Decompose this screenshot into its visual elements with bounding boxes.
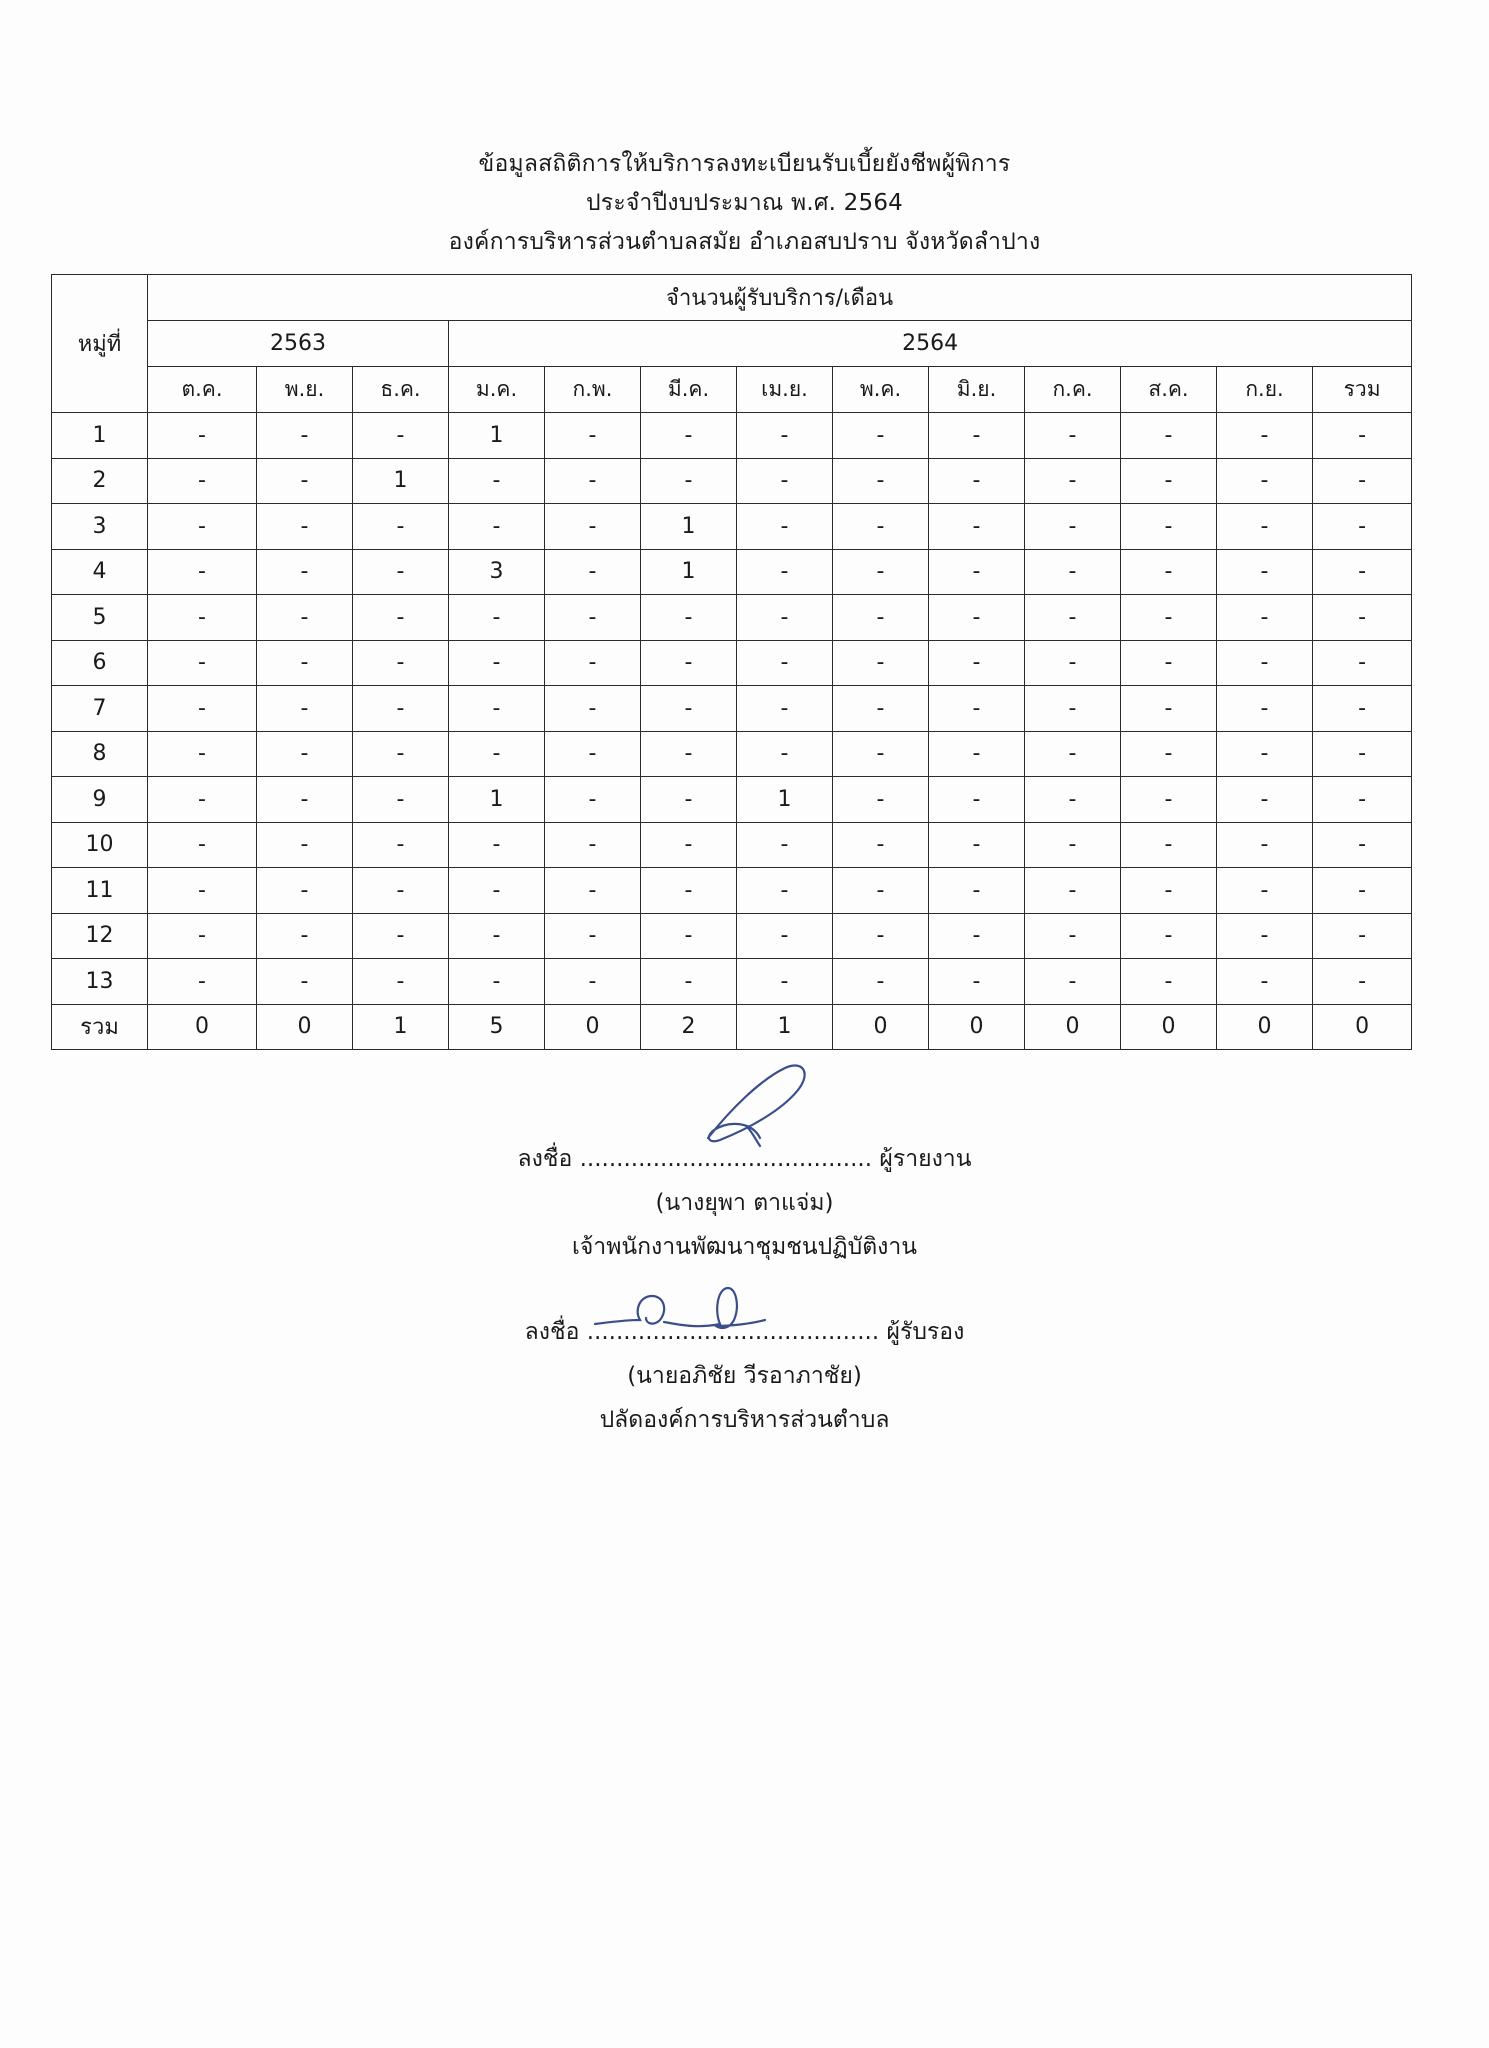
table-cell: - <box>641 959 737 1005</box>
table-cell: - <box>1313 458 1412 504</box>
table-cell: - <box>833 549 929 595</box>
reporter-sign-prefix: ลงชื่อ <box>517 1146 573 1172</box>
table-cell: - <box>449 731 545 777</box>
total-cell: 0 <box>1313 1004 1412 1050</box>
village-number: 9 <box>52 777 148 823</box>
table-cell: - <box>833 731 929 777</box>
table-cell: 1 <box>641 549 737 595</box>
month-header-5: มี.ค. <box>641 367 737 413</box>
table-row <box>52 595 1412 641</box>
total-cell: 0 <box>545 1004 641 1050</box>
table-cell: - <box>353 777 449 823</box>
table-cell: - <box>257 822 353 868</box>
table-cell: - <box>929 413 1025 459</box>
table-cell: - <box>449 822 545 868</box>
table-cell: - <box>1313 731 1412 777</box>
table-cell: - <box>1217 549 1313 595</box>
table-cell: - <box>1217 504 1313 550</box>
table-cell: - <box>833 868 929 914</box>
table-cell: - <box>1217 959 1313 1005</box>
table-cell: - <box>257 959 353 1005</box>
table-cell: - <box>833 822 929 868</box>
document-header <box>0 145 1489 262</box>
reporter-signature <box>690 1050 830 1165</box>
table-cell: - <box>353 413 449 459</box>
statistics-table <box>51 274 1412 1050</box>
table-cell: - <box>148 913 257 959</box>
table-cell: - <box>449 913 545 959</box>
table-cell: - <box>1313 959 1412 1005</box>
table-cell: - <box>353 731 449 777</box>
table-cell: - <box>449 504 545 550</box>
table-row <box>52 640 1412 686</box>
table-cell: - <box>449 595 545 641</box>
table-cell: - <box>737 640 833 686</box>
table-cell: - <box>641 868 737 914</box>
table-cell: - <box>148 549 257 595</box>
table-cell: 1 <box>353 458 449 504</box>
table-cell: - <box>1313 640 1412 686</box>
village-number: 5 <box>52 595 148 641</box>
year-header-2564: 2564 <box>449 321 1412 367</box>
table-cell: - <box>545 458 641 504</box>
table-cell: - <box>1025 458 1121 504</box>
year-header-2563: 2563 <box>148 321 449 367</box>
table-cell: - <box>1121 595 1217 641</box>
table-cell: - <box>833 913 929 959</box>
table-cell: - <box>545 868 641 914</box>
month-header-3: ม.ค. <box>449 367 545 413</box>
month-header-7: พ.ค. <box>833 367 929 413</box>
table-cell: - <box>929 868 1025 914</box>
table-cell: - <box>833 959 929 1005</box>
table-cell: - <box>353 959 449 1005</box>
total-cell: 5 <box>449 1004 545 1050</box>
table-cell: - <box>148 731 257 777</box>
table-cell: - <box>641 777 737 823</box>
table-cell: - <box>929 549 1025 595</box>
table-cell: - <box>641 913 737 959</box>
table-cell: - <box>737 868 833 914</box>
table-cell: - <box>353 549 449 595</box>
table-row <box>52 822 1412 868</box>
total-cell: 0 <box>1025 1004 1121 1050</box>
total-cell: 0 <box>1217 1004 1313 1050</box>
table-cell: - <box>1217 458 1313 504</box>
table-cell: - <box>353 913 449 959</box>
reporter-role-label: ผู้รายงาน <box>879 1146 972 1172</box>
table-cell: - <box>929 595 1025 641</box>
table-cell: - <box>1217 686 1313 732</box>
table-cell: - <box>148 458 257 504</box>
table-cell: - <box>148 777 257 823</box>
table-cell: - <box>641 595 737 641</box>
village-number: 4 <box>52 549 148 595</box>
table-cell: - <box>148 868 257 914</box>
table-cell: - <box>257 913 353 959</box>
table-cell: 1 <box>737 777 833 823</box>
table-cell: - <box>257 640 353 686</box>
table-cell: - <box>257 458 353 504</box>
table-cell: - <box>1121 640 1217 686</box>
reporter-sign-dots: ........................................ <box>579 1146 873 1172</box>
village-number: 6 <box>52 640 148 686</box>
table-cell: - <box>353 822 449 868</box>
total-cell: 1 <box>737 1004 833 1050</box>
table-cell: - <box>257 731 353 777</box>
table-row <box>52 504 1412 550</box>
table-cell: - <box>545 959 641 1005</box>
month-header-11: ก.ย. <box>1217 367 1313 413</box>
table-cell: - <box>449 686 545 732</box>
village-number: 11 <box>52 868 148 914</box>
table-cell: - <box>1025 549 1121 595</box>
certifier-role-label: ผู้รับรอง <box>886 1319 965 1345</box>
table-cell: - <box>1313 686 1412 732</box>
table-cell: - <box>929 731 1025 777</box>
table-cell: - <box>257 686 353 732</box>
table-cell: - <box>545 549 641 595</box>
table-cell: - <box>1217 868 1313 914</box>
table-cell: - <box>449 640 545 686</box>
header-row-months <box>52 367 1412 413</box>
village-number: 13 <box>52 959 148 1005</box>
reporter-name: (นางยุพา ตาแจ่ม) <box>655 1190 834 1216</box>
table-cell: - <box>833 640 929 686</box>
table-cell: - <box>1313 504 1412 550</box>
table-cell: - <box>1121 413 1217 459</box>
table-cell: - <box>1025 731 1121 777</box>
table-cell: - <box>257 504 353 550</box>
table-cell: - <box>1025 686 1121 732</box>
table-cell: - <box>148 822 257 868</box>
table-cell: - <box>1121 504 1217 550</box>
month-header-4: ก.พ. <box>545 367 641 413</box>
table-cell: - <box>1313 868 1412 914</box>
table-cell: - <box>1217 777 1313 823</box>
table-cell: - <box>641 458 737 504</box>
table-cell: - <box>737 686 833 732</box>
table-cell: - <box>833 595 929 641</box>
certifier-sign-dots: ........................................ <box>586 1319 880 1345</box>
village-number: 12 <box>52 913 148 959</box>
table-cell: - <box>545 686 641 732</box>
table-cell: - <box>545 595 641 641</box>
table-cell: - <box>545 504 641 550</box>
table-cell: - <box>148 959 257 1005</box>
table-cell: - <box>449 868 545 914</box>
table-cell: - <box>833 504 929 550</box>
title-line-1: ข้อมูลสถิติการให้บริการลงทะเบียนรับเบี้ยยังชีพผู้พิการ <box>478 151 1011 177</box>
month-header-12: รวม <box>1313 367 1412 413</box>
table-cell: - <box>545 731 641 777</box>
month-header-2: ธ.ค. <box>353 367 449 413</box>
table-cell: 3 <box>449 549 545 595</box>
table-cell: - <box>929 686 1025 732</box>
table-cell: - <box>1121 458 1217 504</box>
table-cell: - <box>545 822 641 868</box>
total-label: รวม <box>52 1004 148 1050</box>
month-header-10: ส.ค. <box>1121 367 1217 413</box>
total-cell: 2 <box>641 1004 737 1050</box>
header-row-years <box>52 321 1412 367</box>
table-cell: - <box>545 640 641 686</box>
table-cell: - <box>1313 777 1412 823</box>
table-row <box>52 458 1412 504</box>
table-cell: - <box>929 640 1025 686</box>
table-cell: - <box>1313 822 1412 868</box>
village-header: หมู่ที่ <box>52 275 148 413</box>
table-cell: - <box>1025 595 1121 641</box>
table-cell: - <box>148 640 257 686</box>
table-cell: - <box>1025 959 1121 1005</box>
table-cell: - <box>929 777 1025 823</box>
table-cell: - <box>1121 822 1217 868</box>
table-cell: - <box>148 413 257 459</box>
title-line-2: ประจำปีงบประมาณ พ.ศ. 2564 <box>586 190 903 216</box>
table-cell: - <box>737 458 833 504</box>
table-cell: - <box>1025 868 1121 914</box>
reporter-position: เจ้าพนักงานพัฒนาชุมชนปฏิบัติงาน <box>571 1234 918 1260</box>
table-cell: - <box>641 640 737 686</box>
table-cell: - <box>148 504 257 550</box>
table-row <box>52 913 1412 959</box>
table-cell: - <box>833 777 929 823</box>
table-cell: - <box>353 640 449 686</box>
total-cell: 0 <box>929 1004 1025 1050</box>
table-cell: - <box>1121 959 1217 1005</box>
month-header-1: พ.ย. <box>257 367 353 413</box>
table-cell: - <box>737 549 833 595</box>
table-cell: - <box>353 868 449 914</box>
table-cell: - <box>257 868 353 914</box>
table-cell: - <box>1025 822 1121 868</box>
table-cell: 1 <box>449 777 545 823</box>
table-cell: - <box>1121 913 1217 959</box>
table-cell: 1 <box>641 504 737 550</box>
title-line-3: องค์การบริหารส่วนตำบลสมัย อำเภอสบปราบ จังหวัดลำปาง <box>448 229 1041 255</box>
total-row <box>52 1004 1412 1050</box>
table-cell: - <box>1121 549 1217 595</box>
table-cell: - <box>257 413 353 459</box>
certifier-position: ปลัดองค์การบริหารส่วนตำบล <box>599 1407 890 1433</box>
total-cell: 1 <box>353 1004 449 1050</box>
table-cell: - <box>545 777 641 823</box>
table-cell: - <box>929 504 1025 550</box>
table-row <box>52 413 1412 459</box>
table-cell: - <box>257 595 353 641</box>
village-number: 3 <box>52 504 148 550</box>
table-cell: - <box>833 413 929 459</box>
table-cell: - <box>929 913 1025 959</box>
table-cell: - <box>148 595 257 641</box>
table-cell: - <box>545 913 641 959</box>
total-cell: 0 <box>1121 1004 1217 1050</box>
village-number: 8 <box>52 731 148 777</box>
table-row <box>52 959 1412 1005</box>
table-cell: - <box>1121 731 1217 777</box>
table-cell: - <box>737 595 833 641</box>
table-cell: - <box>1217 413 1313 459</box>
table-body <box>52 275 1412 1050</box>
table-cell: - <box>737 731 833 777</box>
certifier-signature <box>590 1280 790 1350</box>
table-row <box>52 777 1412 823</box>
table-row <box>52 731 1412 777</box>
table-row <box>52 868 1412 914</box>
village-number: 10 <box>52 822 148 868</box>
table-cell: - <box>1313 549 1412 595</box>
table-cell: - <box>1025 504 1121 550</box>
table-cell: - <box>353 504 449 550</box>
table-cell: - <box>1025 640 1121 686</box>
table-cell: - <box>641 822 737 868</box>
table-cell: - <box>353 686 449 732</box>
total-cell: 0 <box>257 1004 353 1050</box>
table-cell: - <box>545 413 641 459</box>
table-cell: 1 <box>449 413 545 459</box>
table-cell: - <box>449 458 545 504</box>
table-row <box>52 686 1412 732</box>
month-header-0: ต.ค. <box>148 367 257 413</box>
table-cell: - <box>737 913 833 959</box>
table-cell: - <box>1217 731 1313 777</box>
table-cell: - <box>449 959 545 1005</box>
group-header: จำนวนผู้รับบริการ/เดือน <box>148 275 1412 321</box>
table-cell: - <box>1025 413 1121 459</box>
table-cell: - <box>1121 777 1217 823</box>
village-number: 2 <box>52 458 148 504</box>
table-cell: - <box>641 413 737 459</box>
certifier-sign-prefix: ลงชื่อ <box>524 1319 580 1345</box>
table-cell: - <box>1025 777 1121 823</box>
table-cell: - <box>1217 822 1313 868</box>
table-cell: - <box>1025 913 1121 959</box>
table-cell: - <box>148 686 257 732</box>
table-cell: - <box>737 822 833 868</box>
table-cell: - <box>1313 913 1412 959</box>
month-header-9: ก.ค. <box>1025 367 1121 413</box>
certifier-name: (นายอภิชัย วีรอาภาชัย) <box>627 1363 862 1389</box>
table-cell: - <box>1217 595 1313 641</box>
table-cell: - <box>353 595 449 641</box>
table-row <box>52 549 1412 595</box>
table-cell: - <box>1217 640 1313 686</box>
table-cell: - <box>641 731 737 777</box>
table-cell: - <box>257 549 353 595</box>
total-cell: 0 <box>148 1004 257 1050</box>
village-number: 1 <box>52 413 148 459</box>
table-cell: - <box>1313 595 1412 641</box>
table-cell: - <box>833 686 929 732</box>
month-header-8: มิ.ย. <box>929 367 1025 413</box>
total-cell: 0 <box>833 1004 929 1050</box>
table-cell: - <box>1121 686 1217 732</box>
table-cell: - <box>737 959 833 1005</box>
table-cell: - <box>737 504 833 550</box>
table-cell: - <box>1121 868 1217 914</box>
table-cell: - <box>257 777 353 823</box>
table-cell: - <box>1313 413 1412 459</box>
table-cell: - <box>1217 913 1313 959</box>
header-row-group <box>52 275 1412 321</box>
table-cell: - <box>929 822 1025 868</box>
table-cell: - <box>929 458 1025 504</box>
table-cell: - <box>833 458 929 504</box>
table-cell: - <box>641 686 737 732</box>
month-header-6: เม.ย. <box>737 367 833 413</box>
table-cell: - <box>737 413 833 459</box>
table-cell: - <box>929 959 1025 1005</box>
village-number: 7 <box>52 686 148 732</box>
